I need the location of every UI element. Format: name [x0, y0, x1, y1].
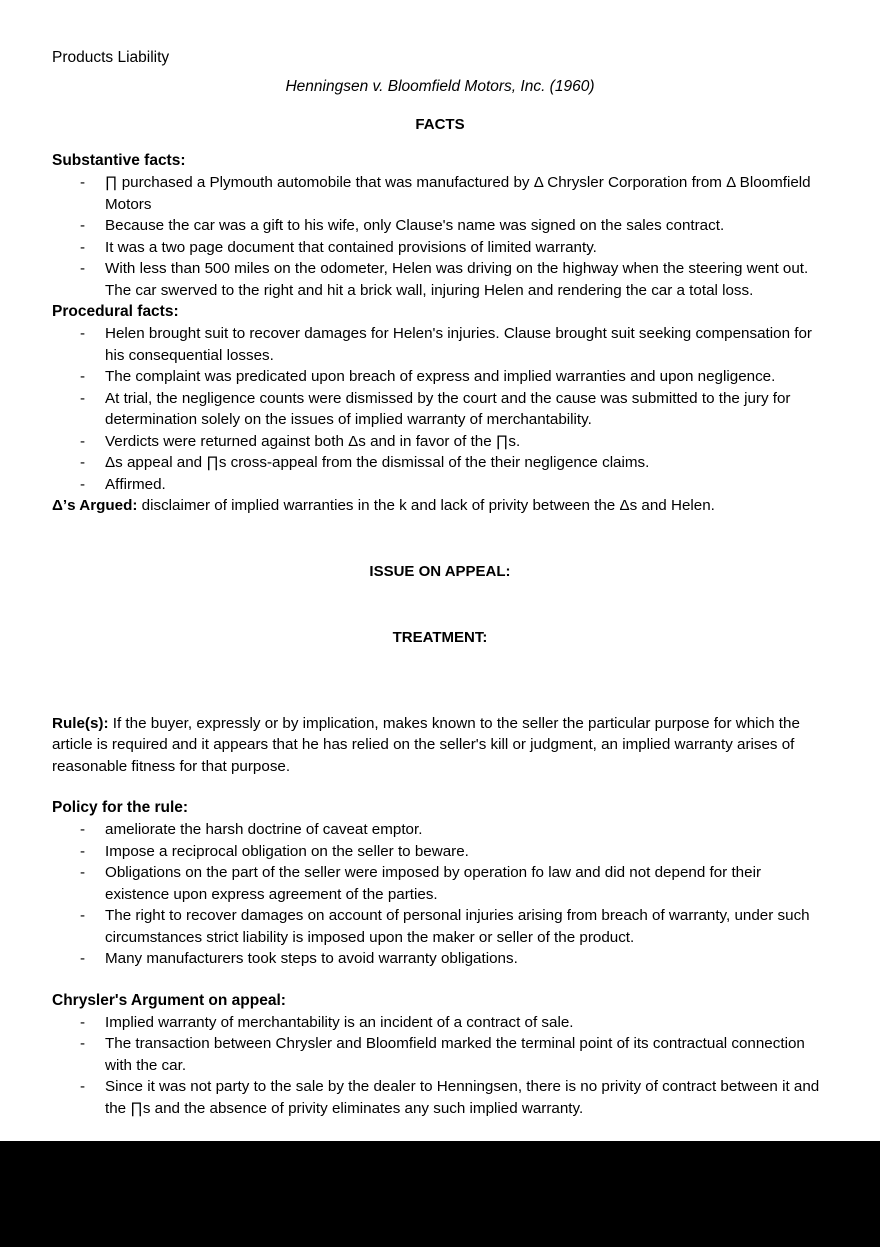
treatment-heading: TREATMENT: — [392, 628, 488, 646]
list-item-text: Helen brought suit to recover damages for Helen's injuries. Clause brought suit seeking compensation for his consequential losses. — [105, 325, 812, 364]
substantive-facts-list — [52, 172, 828, 301]
bullet-dash: - — [80, 864, 86, 881]
list-item — [52, 431, 828, 453]
deltas-argued-text: disclaimer of implied warranties in the k and lack of privity between the Δs and Helen. — [137, 497, 715, 514]
list-item — [52, 905, 828, 948]
list-item-text: The transaction between Chrysler and Bloomfield marked the terminal point of its contractual connection with the car. — [105, 1035, 805, 1074]
bullet-dash: - — [80, 368, 86, 385]
procedural-facts-list — [52, 323, 828, 495]
list-item — [52, 474, 828, 496]
rules-text: If the buyer, expressly or by implication, makes known to the seller the particular purpose for which the article is required and it appears that he has relied on the seller's kill or judgment, an implied warranty arises of reasonable fitness for that purpose. — [52, 714, 800, 775]
list-item — [52, 258, 828, 301]
list-item — [52, 948, 828, 970]
course-header: Products Liability — [52, 49, 170, 66]
case-title: Henningsen v. Bloomfield Motors, Inc. (1960) — [285, 78, 595, 95]
bullet-dash: - — [80, 174, 86, 191]
list-item-text: Δs appeal and ∏s cross-appeal from the dismissal of the their negligence claims. — [105, 454, 650, 471]
list-item-text: Impose a reciprocal obligation on the seller to beware. — [105, 842, 469, 860]
issue-heading: ISSUE ON APPEAL: — [369, 562, 511, 580]
list-item-text: It was a two page document that contained provisions of limited warranty. — [105, 238, 597, 256]
spacer — [52, 583, 828, 627]
procedural-facts-label: Procedural facts: — [52, 303, 179, 320]
bullet-dash: - — [80, 1013, 86, 1031]
spacer — [52, 777, 828, 797]
chrysler-argument-label: Chrysler's Argument on appeal: — [52, 991, 286, 1009]
spacer — [52, 970, 828, 990]
bullet-dash: - — [80, 325, 86, 342]
list-item — [52, 323, 828, 366]
bullet-dash: - — [80, 260, 86, 277]
list-item — [52, 1076, 828, 1119]
list-item — [52, 452, 828, 474]
deltas-argued-label: Δ’s Argued: — [52, 497, 138, 514]
bullet-dash: - — [80, 454, 86, 471]
spacer — [52, 136, 828, 150]
spacer — [52, 649, 828, 693]
bullet-dash: - — [80, 238, 86, 256]
list-item — [52, 237, 828, 259]
list-item — [52, 819, 828, 841]
list-item-text: At trial, the negligence counts were dismissed by the court and the cause was submitted to the jury for determination solely on the issues of implied warranty of merchantability. — [105, 389, 791, 428]
rules-label: Rule(s): — [52, 714, 109, 732]
list-item-text: Verdicts were returned against both Δs and in favor of the ∏s. — [105, 432, 521, 450]
list-item — [52, 366, 828, 388]
list-item-text: The complaint was predicated upon breach of express and implied warranties and upon negligence. — [105, 368, 776, 385]
chrysler-argument-list — [52, 1012, 828, 1120]
list-item — [52, 172, 828, 215]
list-item-text: Because the car was a gift to his wife, only Clause's name was signed on the sales contract. — [105, 217, 725, 234]
bullet-dash: - — [80, 217, 86, 234]
spacer — [52, 517, 828, 561]
list-item-text: ∏ purchased a Plymouth automobile that was manufactured by Δ Chrysler Corporation from Δ Bloomfield Motors — [105, 174, 811, 213]
deltas-argued-paragraph — [52, 495, 828, 517]
bullet-dash: - — [80, 821, 86, 838]
list-item-text: Implied warranty of merchantability is an incident of a contract of sale. — [105, 1013, 574, 1031]
policy-list — [52, 819, 828, 970]
bullet-dash: - — [80, 907, 86, 924]
bullet-dash: - — [80, 950, 86, 967]
bullet-dash: - — [80, 389, 86, 407]
list-item — [52, 215, 828, 237]
bullet-dash: - — [80, 432, 86, 450]
page-footer-bar — [0, 1141, 880, 1247]
policy-label: Policy for the rule: — [52, 799, 189, 816]
list-item-text: The right to recover damages on account of personal injuries arising from breach of warranty, under such circumstances strict liability is imposed upon the maker or seller of the product. — [105, 907, 810, 946]
list-item — [52, 1012, 828, 1034]
list-item — [52, 862, 828, 905]
list-item — [52, 388, 828, 431]
list-item-text: Many manufacturers took steps to avoid warranty obligations. — [105, 950, 518, 967]
bullet-dash: - — [80, 1035, 86, 1052]
list-item-text: Since it was not party to the sale by the dealer to Henningsen, there is no privity of contract between it and the ∏s and the absence of privity eliminates any such implied warranty. — [105, 1078, 820, 1117]
list-item-text: ameliorate the harsh doctrine of caveat emptor. — [105, 821, 423, 838]
substantive-facts-label: Substantive facts: — [52, 152, 186, 169]
list-item — [52, 1033, 828, 1076]
list-item-text: Obligations on the part of the seller were imposed by operation fo law and did not depend for their existence upon express agreement of the parties. — [105, 864, 761, 903]
bullet-dash: - — [80, 475, 86, 493]
list-item-text: With less than 500 miles on the odometer, Helen was driving on the highway when the steering went out. The car swerved to the right and hit a brick wall, injuring Helen and rendering the car a total loss. — [105, 260, 809, 299]
bullet-dash: - — [80, 1078, 86, 1095]
bullet-dash: - — [80, 842, 86, 860]
facts-heading: FACTS — [415, 116, 465, 133]
spacer — [52, 693, 828, 713]
list-item — [52, 841, 828, 863]
list-item-text: Afﬁrmed. — [105, 475, 166, 493]
rules-paragraph — [52, 713, 828, 778]
